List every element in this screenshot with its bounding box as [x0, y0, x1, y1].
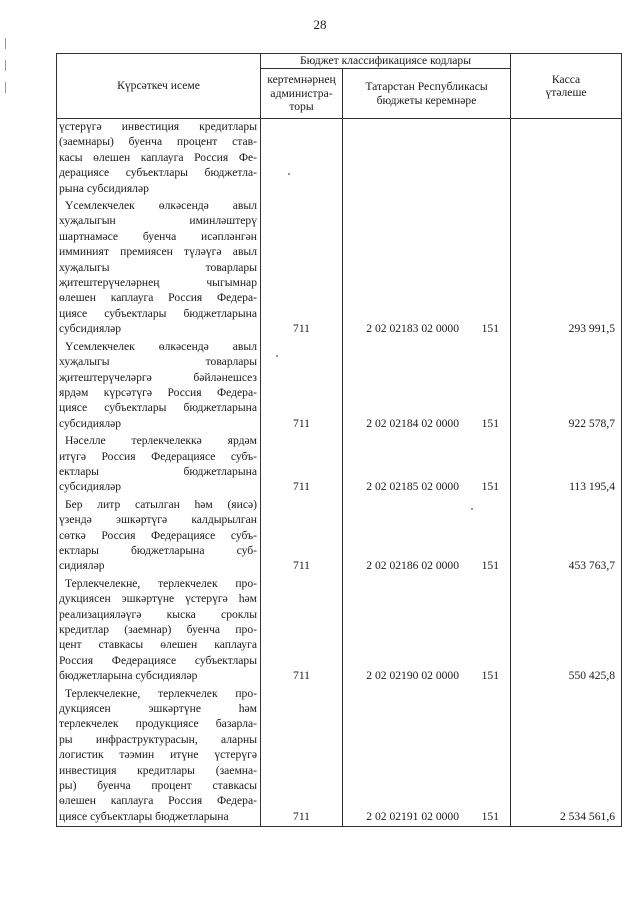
- indicator-name-line: дукциясен эшкәртүне һәм: [59, 702, 257, 716]
- header-admin-line: администра-: [270, 86, 333, 100]
- cash-execution-amount: 293 991,5: [511, 198, 622, 339]
- indicator-name-line: циясе субъектлары бюджетларына: [59, 809, 229, 823]
- header-budget-line: бюджеты керемнәре: [376, 93, 477, 107]
- budget-classification-code: [343, 576, 511, 686]
- indicator-name-line: үстерүгә инвестиция кредитлары: [59, 120, 257, 133]
- indicator-name-line: субсидияләр: [59, 416, 122, 430]
- scan-speck: [276, 355, 278, 357]
- indicator-name-line: кредитлар (заемнар) буенча про-: [59, 623, 257, 636]
- indicator-name-line: Үсемлекчелек өлкәсендә авыл: [65, 199, 257, 213]
- indicator-name-line: сидияләр: [59, 559, 105, 573]
- indicator-name-line: хуҗалыгы товарлары: [59, 260, 257, 274]
- cash-execution-amount: 2 534 561,6: [511, 686, 622, 827]
- indicator-name-line: ектлары бюджетларына суб-: [59, 543, 257, 557]
- indicator-name-line: хуҗалыгын иминләштерү: [59, 214, 257, 228]
- indicator-name-line: касы өлешен каплауга Россия Фе-: [59, 150, 257, 164]
- header-budget-line: Татарстан Республикасы: [365, 80, 488, 93]
- indicator-name: [57, 198, 261, 339]
- budget-classification-code: [343, 433, 511, 497]
- indicator-name-line: (заемнары) буенча процент став-: [59, 135, 257, 149]
- indicator-name-line: реализацияләүгә кыска сроклы: [59, 607, 257, 621]
- indicator-name-line: логистик тәэмин итүне үстерүгә: [59, 748, 257, 762]
- admin-code: 711: [261, 433, 343, 497]
- admin-code: 711: [261, 198, 343, 339]
- indicator-name-line: хуҗалыгы товарлары: [59, 355, 257, 369]
- cash-execution-amount: 922 578,7: [511, 339, 622, 433]
- indicator-name-line: циясе субъектлары бюджетларына: [59, 306, 257, 320]
- code-suffix: 151: [481, 480, 499, 494]
- code-value: 2 02 02184 02 0000: [366, 416, 459, 430]
- budget-table: [56, 53, 622, 827]
- header-budget-code: [343, 69, 511, 119]
- budget-classification-code: [343, 497, 511, 576]
- indicator-name: [57, 339, 261, 433]
- indicator-name-line: инвестиция кредитлары (заемна-: [59, 763, 257, 777]
- page-number: 28: [313, 17, 327, 32]
- indicator-name-line: сөткә Россия Федерациясе субъ-: [59, 528, 257, 542]
- admin-code: 711: [261, 339, 343, 433]
- indicator-name-line: Нәселле терлекчелеккә ярдәм: [65, 434, 257, 448]
- header-cash-execution: [511, 54, 622, 119]
- code-value: 2 02 02190 02 0000: [366, 669, 459, 683]
- indicator-name-line: субсидияләр: [59, 322, 122, 336]
- header-indicator: Күрсәткеч исеме: [57, 54, 261, 119]
- margin-mark: [5, 60, 6, 71]
- header-cash-line: үтәлеше: [545, 86, 587, 99]
- cash-execution-amount: 550 425,8: [511, 576, 622, 686]
- indicator-name-line: җитештерүчеләргә бәйләнешсез: [59, 370, 257, 384]
- indicator-name: [57, 433, 261, 497]
- indicator-name-line: ектлары бюджетларына: [59, 464, 257, 478]
- budget-classification-code: [343, 339, 511, 433]
- code-value: 2 02 02191 02 0000: [366, 809, 459, 823]
- indicator-name-line: субсидияләр: [59, 480, 122, 494]
- table-row: [57, 339, 622, 433]
- indicator-name-line: Терлекчелекне, терлекчелек про-: [65, 576, 257, 590]
- indicator-name-line: җитештерүчеләрнең чыгымнар: [59, 276, 257, 290]
- indicator-name-line: Үсемлекчелек өлкәсендә авыл: [65, 339, 257, 353]
- scan-speck: [471, 508, 473, 510]
- indicator-name-line: шартнамәсе буенча исәпләнгән: [59, 229, 257, 243]
- header-admin-line: кертемнәрнең: [267, 73, 336, 87]
- code-value: 2 02 02185 02 0000: [366, 480, 459, 494]
- indicator-name-line: Россия Федерациясе субъектлары: [59, 653, 257, 667]
- indicator-name-line: терлекчелек продукциясе базарла-: [59, 717, 257, 731]
- code-suffix: 151: [481, 559, 499, 573]
- admin-code: [261, 119, 343, 199]
- indicator-name-line: Терлекчелекне, терлекчелек про-: [65, 686, 257, 700]
- indicator-name: [57, 497, 261, 576]
- table-row: [57, 433, 622, 497]
- margin-mark: [5, 38, 6, 49]
- table-body: [57, 119, 622, 827]
- indicator-name-line: дерациясе субъектлары бюджетла-: [59, 166, 257, 180]
- budget-classification-code: [343, 686, 511, 827]
- table-row: [57, 198, 622, 339]
- indicator-name: [57, 576, 261, 686]
- indicator-name-line: ярдәм күрсәтүгә Россия Федера-: [59, 385, 257, 399]
- table-row: [57, 686, 622, 827]
- indicator-name-line: рына субсидияләр: [59, 181, 149, 195]
- indicator-name-line: өлешен каплауга Россия Федера-: [59, 794, 257, 808]
- table-row: [57, 576, 622, 686]
- admin-code: 711: [261, 576, 343, 686]
- indicator-name-line: өлешен каплауга Россия Федера-: [59, 291, 257, 305]
- cash-execution-amount: [511, 119, 622, 199]
- indicator-name: [57, 686, 261, 827]
- code-suffix: 151: [481, 322, 499, 336]
- indicator-name-line: итүгә Россия Федерациясе субъ-: [59, 449, 257, 463]
- indicator-name-line: бюджетларына субсидияләр: [59, 669, 198, 683]
- budget-classification-code: [343, 198, 511, 339]
- code-value: 2 02 02183 02 0000: [366, 322, 459, 336]
- cash-execution-amount: 453 763,7: [511, 497, 622, 576]
- indicator-name-line: циясе субъектлары бюджетларына: [59, 401, 257, 415]
- scan-speck: [288, 173, 290, 175]
- table-row: [57, 497, 622, 576]
- code-suffix: 151: [481, 809, 499, 823]
- header-admin-line: торы: [289, 100, 314, 114]
- indicator-name-line: дукциясен эшкәртүне үстерүгә һәм: [59, 592, 257, 606]
- indicator-name-line: имминият премиясен түләүгә авыл: [59, 245, 257, 259]
- code-suffix: 151: [481, 669, 499, 683]
- cash-execution-amount: 113 195,4: [511, 433, 622, 497]
- header-classification-group: Бюджет классификациясе кодлары: [261, 54, 511, 69]
- admin-code: 711: [261, 497, 343, 576]
- indicator-name-line: ры) буенча процент ставкасы: [59, 779, 257, 793]
- indicator-name-line: Бер литр сатылган һәм (яисә): [65, 497, 257, 511]
- indicator-name-line: ры инфраструктурасын, аларны: [59, 732, 257, 746]
- header-admin: [261, 69, 343, 119]
- margin-mark: [5, 82, 6, 93]
- header-cash-line: Касса: [551, 72, 581, 86]
- indicator-name: [57, 119, 261, 199]
- table-row: [57, 119, 622, 199]
- admin-code: 711: [261, 686, 343, 827]
- indicator-name-line: цент ставкасы өлешен каплауга: [59, 638, 257, 652]
- code-value: 2 02 02186 02 0000: [366, 559, 459, 573]
- budget-classification-code: [343, 119, 511, 199]
- code-suffix: 151: [481, 416, 499, 430]
- indicator-name-line: үзендә эшкәртүгә калдырылган: [59, 513, 257, 527]
